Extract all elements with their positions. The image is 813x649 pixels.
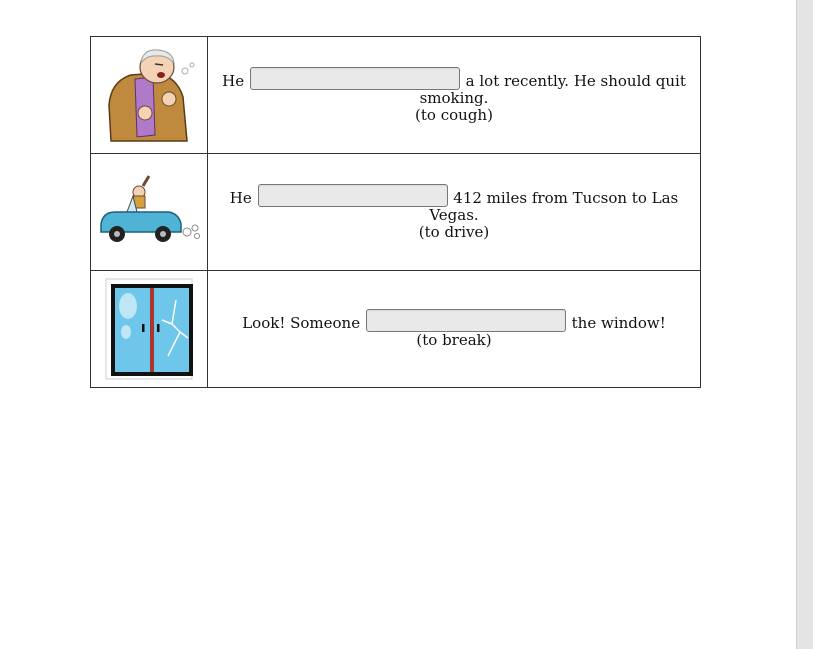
sentence-after: a lot recently. He should quit smoking. — [419, 71, 686, 107]
sentence-cell — [208, 271, 701, 388]
verb-hint: (to drive) — [418, 222, 490, 241]
answer-input[interactable] — [250, 67, 460, 90]
answer-input[interactable] — [366, 309, 566, 332]
sentence-cell — [208, 154, 701, 271]
picture-cell — [91, 271, 208, 388]
picture-cell — [91, 154, 208, 271]
picture-cell — [91, 37, 208, 154]
coughing-man-icon — [97, 45, 201, 145]
exercise-row-3 — [91, 271, 701, 388]
exercise-row-1 — [91, 37, 701, 154]
verb-hint: (to cough) — [415, 105, 493, 124]
answer-input[interactable] — [258, 184, 448, 207]
sentence-before: He — [222, 71, 245, 90]
exercise-table — [90, 36, 701, 388]
vertical-scrollbar[interactable] — [796, 0, 813, 649]
driving-car-icon — [95, 172, 203, 252]
exercise-row-2 — [91, 154, 701, 271]
sentence-cell — [208, 37, 701, 154]
sentence-before: He — [229, 188, 252, 207]
sentence-after: the window! — [571, 314, 666, 332]
broken-window-icon — [102, 276, 196, 382]
verb-hint: (to break) — [416, 331, 492, 349]
sentence-after: 412 miles from Tucson to Las Vegas. — [429, 188, 679, 224]
sentence-before: Look! Someone — [242, 314, 361, 332]
